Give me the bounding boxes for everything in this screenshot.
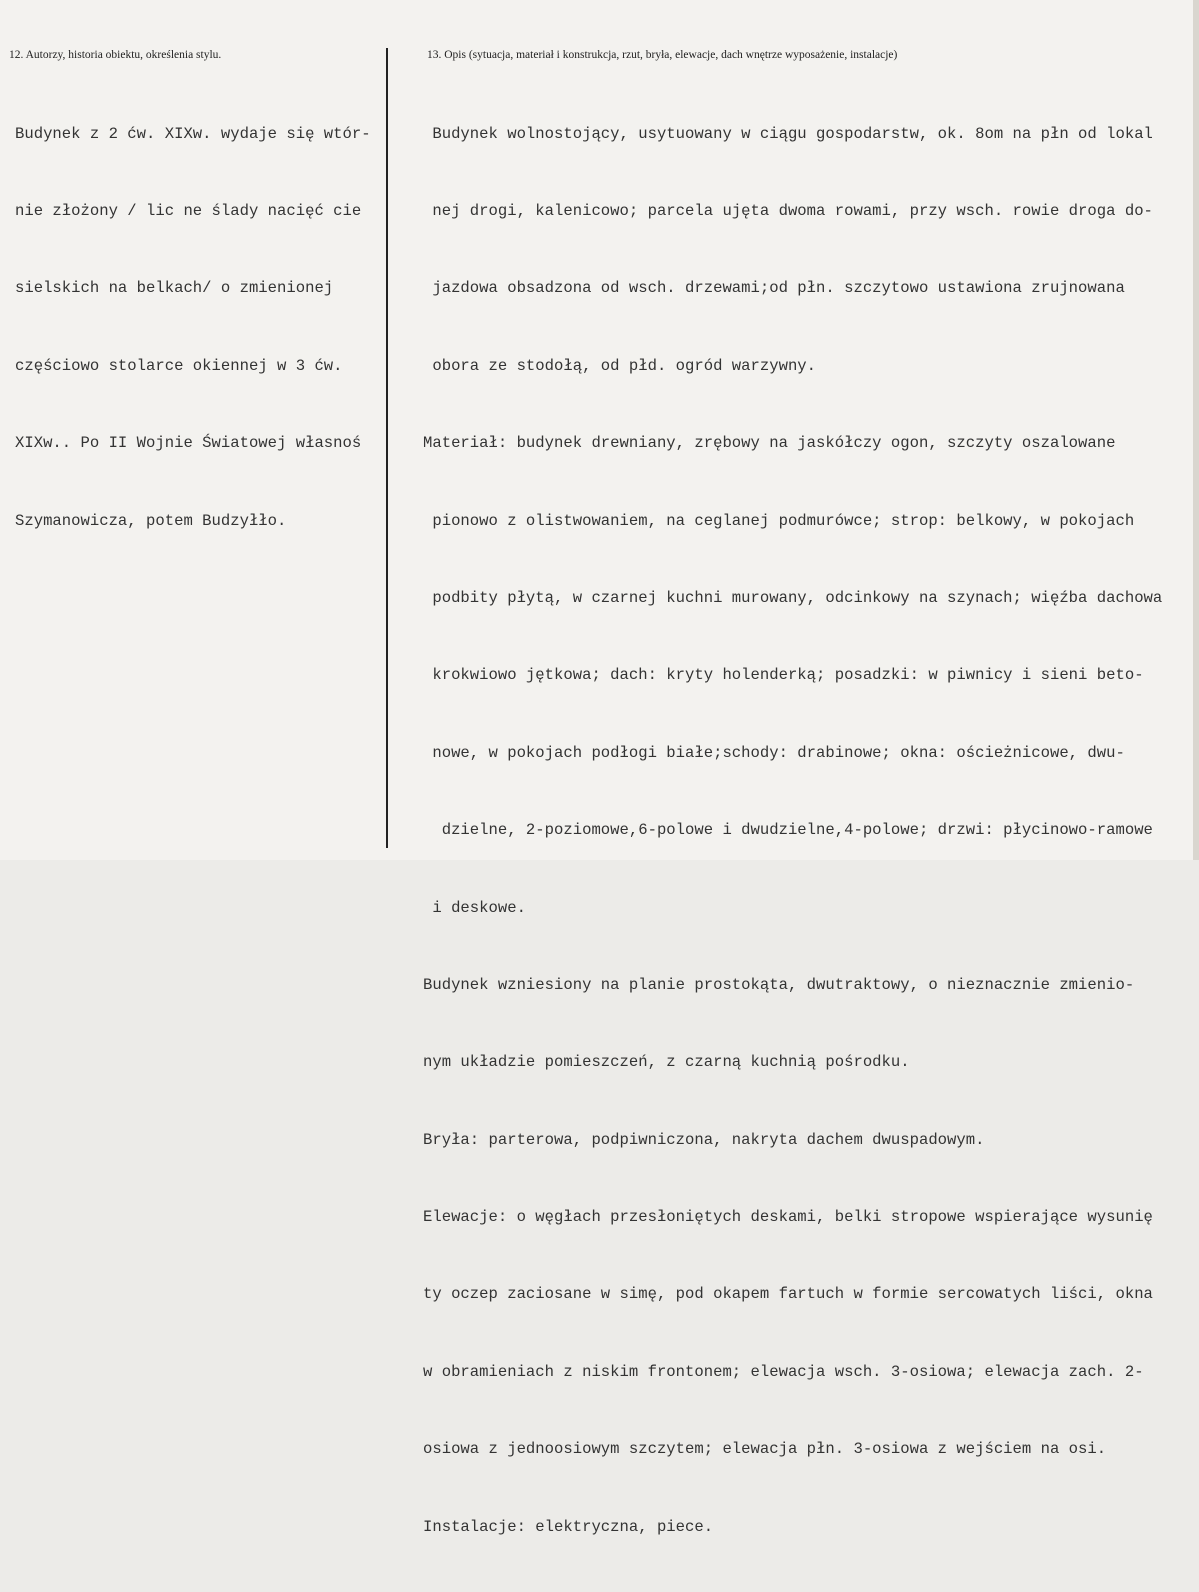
- text-line: Instalacje: elektryczna, piece.: [423, 1517, 714, 1536]
- text-line: nie złożony / lic ne ślady nacięć cie: [15, 201, 362, 220]
- text-line: podbity płytą, w czarnej kuchni murowany, odcinkowy na szynach; więźba dachowa: [423, 588, 1163, 607]
- text-line: Materiał: budynek drewniany, zrębowy na jaskółczy ogon, szczyty oszalowane: [423, 434, 1116, 453]
- text-line: i deskowe.: [423, 898, 526, 917]
- section-13-header: 13. Opis (sytuacja, materiał i konstrukcja, rzut, bryła, elewacje, dach wnętrze wyposażenie, instalacje): [427, 49, 898, 61]
- section-12-text: [15, 70, 371, 586]
- text-line: Szymanowicza, potem Budzyłło.: [15, 511, 287, 530]
- text-line: ty oczep zaciosane w simę, pod okapem fartuch w formie sercowatych liści, okna: [423, 1285, 1153, 1304]
- text-line: Elewacje: o węgłach przesłoniętych deskami, belki stropowe wspierające wysunię: [423, 1208, 1153, 1227]
- text-line: Budynek z 2 ćw. XIXw. wydaje się wtór-: [15, 124, 371, 143]
- text-line: jazdowa obsadzona od wsch. drzewami;od płn. szczytowo ustawiona zrujnowana: [423, 279, 1125, 298]
- text-line: nowe, w pokojach podłogi białe;schody: drabinowe; okna: ościeżnicowe, dwu-: [423, 743, 1125, 762]
- section-13-text: [423, 70, 1162, 1592]
- text-line: XIXw.. Po II Wojnie Światowej własnoś: [15, 434, 362, 453]
- text-line: nej drogi, kalenicowo; parcela ujęta dwoma rowami, przy wsch. rowie droga do-: [423, 201, 1153, 220]
- text-line: częściowo stolarce okiennej w 3 ćw.: [15, 356, 343, 375]
- text-line: Bryła: parterowa, podpiwniczona, nakryta dachem dwuspadowym.: [423, 1130, 985, 1149]
- text-line: pionowo z olistwowaniem, na ceglanej podmurówce; strop: belkowy, w pokojach: [423, 511, 1135, 530]
- text-line: w obramieniach z niskim frontonem; elewacja wsch. 3-osiowa; elewacja zach. 2-: [423, 1362, 1144, 1381]
- text-line: dzielne, 2-poziomowe,6-polowe i dwudzielne,4-polowe; drzwi: płycinowo-ramowe: [423, 821, 1153, 840]
- text-line: osiowa z jednoosiowym szczytem; elewacja płn. 3-osiowa z wejściem na osi.: [423, 1440, 1107, 1459]
- text-line: nym układzie pomieszczeń, z czarną kuchnią pośrodku.: [423, 1053, 910, 1072]
- text-line: krokwiowo jętkowa; dach: kryty holenderką; posadzki: w piwnicy i sieni beto-: [423, 666, 1144, 685]
- section-12-header: 12. Autorzy, historia obiektu, określenia stylu.: [9, 49, 222, 61]
- text-line: Budynek wolnostojący, usytuowany w ciągu gospodarstw, ok. 8om na płn od lokal: [423, 124, 1153, 143]
- text-line: obora ze stodołą, od płd. ogród warzywny.: [423, 356, 817, 375]
- column-divider: [386, 48, 388, 848]
- card-edge: [1193, 0, 1199, 860]
- text-line: Budynek wzniesiony na planie prostokąta, dwutraktowy, o nieznacznie zmienio-: [423, 975, 1135, 994]
- text-line: sielskich na belkach/ o zmienionej: [15, 279, 334, 298]
